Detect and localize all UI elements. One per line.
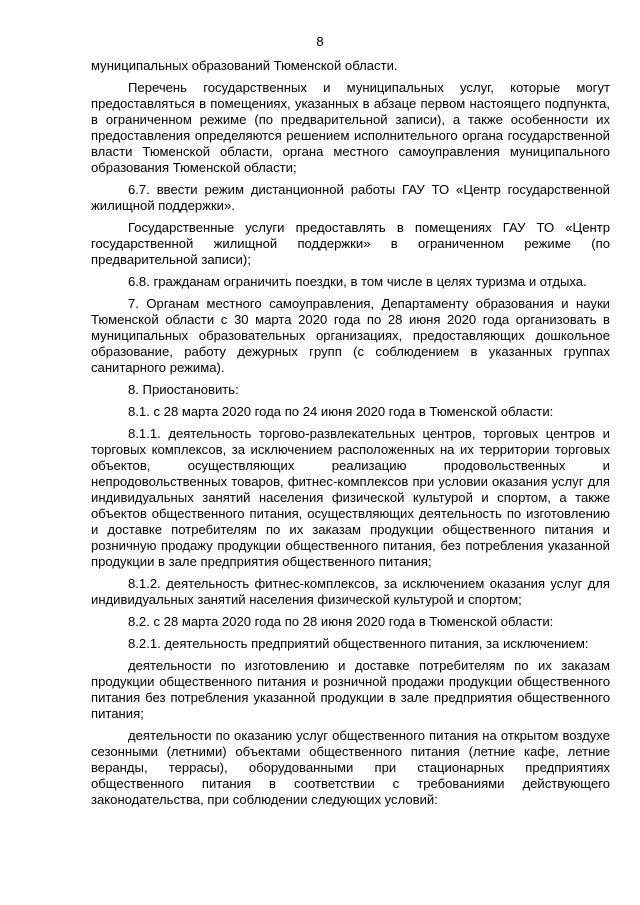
paragraph-exception-outdoor: деятельности по оказанию услуг общественного питания на открытом воздухе сезонными (летними) объектами общественного питания (летние кафе, летние веранды, террасы), оборудованными при стационарных предприятиях общественного питания в соответствии с требованиями действующего законодательства, при соблюдении следующих условий: [91, 728, 610, 807]
paragraph-services-list: Перечень государственных и муниципальных услуг, которые могут предоставляться в помещениях, указанных в абзаце первом настоящего подпункта, в ограниченном режиме (по предварительной записи), а также особенности их предоставления определяются решением исполнительного органа государственной власти Тюменской области, органа местного самоуправления муниципального образования Тюменской области; [91, 80, 610, 175]
paragraph-continuation: муниципальных образований Тюменской области. [91, 58, 398, 73]
paragraph-7: 7. Органам местного самоуправления, Департаменту образования и науки Тюменской области с 30 марта 2020 года по 28 июня 2020 года организовать в муниципальных образовательных организациях, предоставляющих дошкольное образование, работу дежурных групп (с соблюдением в указанных группах санитарного режима). [91, 296, 610, 375]
paragraph-6-7: 6.7. ввести режим дистанционной работы ГАУ ТО «Центр государственной жилищной поддержки». [91, 182, 610, 213]
paragraph-8-1-2: 8.1.2. деятельность фитнес-комплексов, за исключением оказания услуг для индивидуальных занятий населения физической культурой и спортом; [91, 576, 610, 607]
paragraph-state-services: Государственные услуги предоставлять в помещениях ГАУ ТО «Центр государственной жилищной поддержки» в ограниченном режиме (по предварительной записи); [91, 220, 610, 267]
paragraph-8-2: 8.2. с 28 марта 2020 года по 28 июня 2020 года в Тюменской области: [128, 614, 554, 629]
paragraph-8-2-1: 8.2.1. деятельность предприятий общественного питания, за исключением: [128, 636, 589, 651]
paragraph-8-1: 8.1. с 28 марта 2020 года по 24 июня 2020 года в Тюменской области: [128, 404, 554, 419]
paragraph-8: 8. Приостановить: [128, 382, 239, 397]
document-body [91, 58, 610, 814]
paragraph-6-8: 6.8. гражданам ограничить поездки, в том числе в целях туризма и отдыха. [128, 274, 587, 289]
page-number: 8 [316, 34, 324, 49]
paragraph-exception-delivery: деятельности по изготовлению и доставке потребителям по их заказам продукции общественного питания и розничной продажи продукции общественного питания без потребления указанной продукции в зале предприятия общественного питания; [91, 658, 610, 721]
paragraph-8-1-1: 8.1.1. деятельность торгово-развлекательных центров, торговых центров и торговых комплексов, за исключением расположенных на их территории торговых объектов, осуществляющих реализацию продовольственных и непродовольственных товаров, фитнес-комплексов при условии оказания услуг для индивидуальных занятий населения физической культурой и спортом, а также объектов общественного питания, осуществляющих деятельность по изготовлению и доставке потребителям по их заказам продукции общественного питания и розничную продажу продукции общественного питания, без потребления указанной продукции в зале предприятия общественного питания; [91, 426, 610, 569]
